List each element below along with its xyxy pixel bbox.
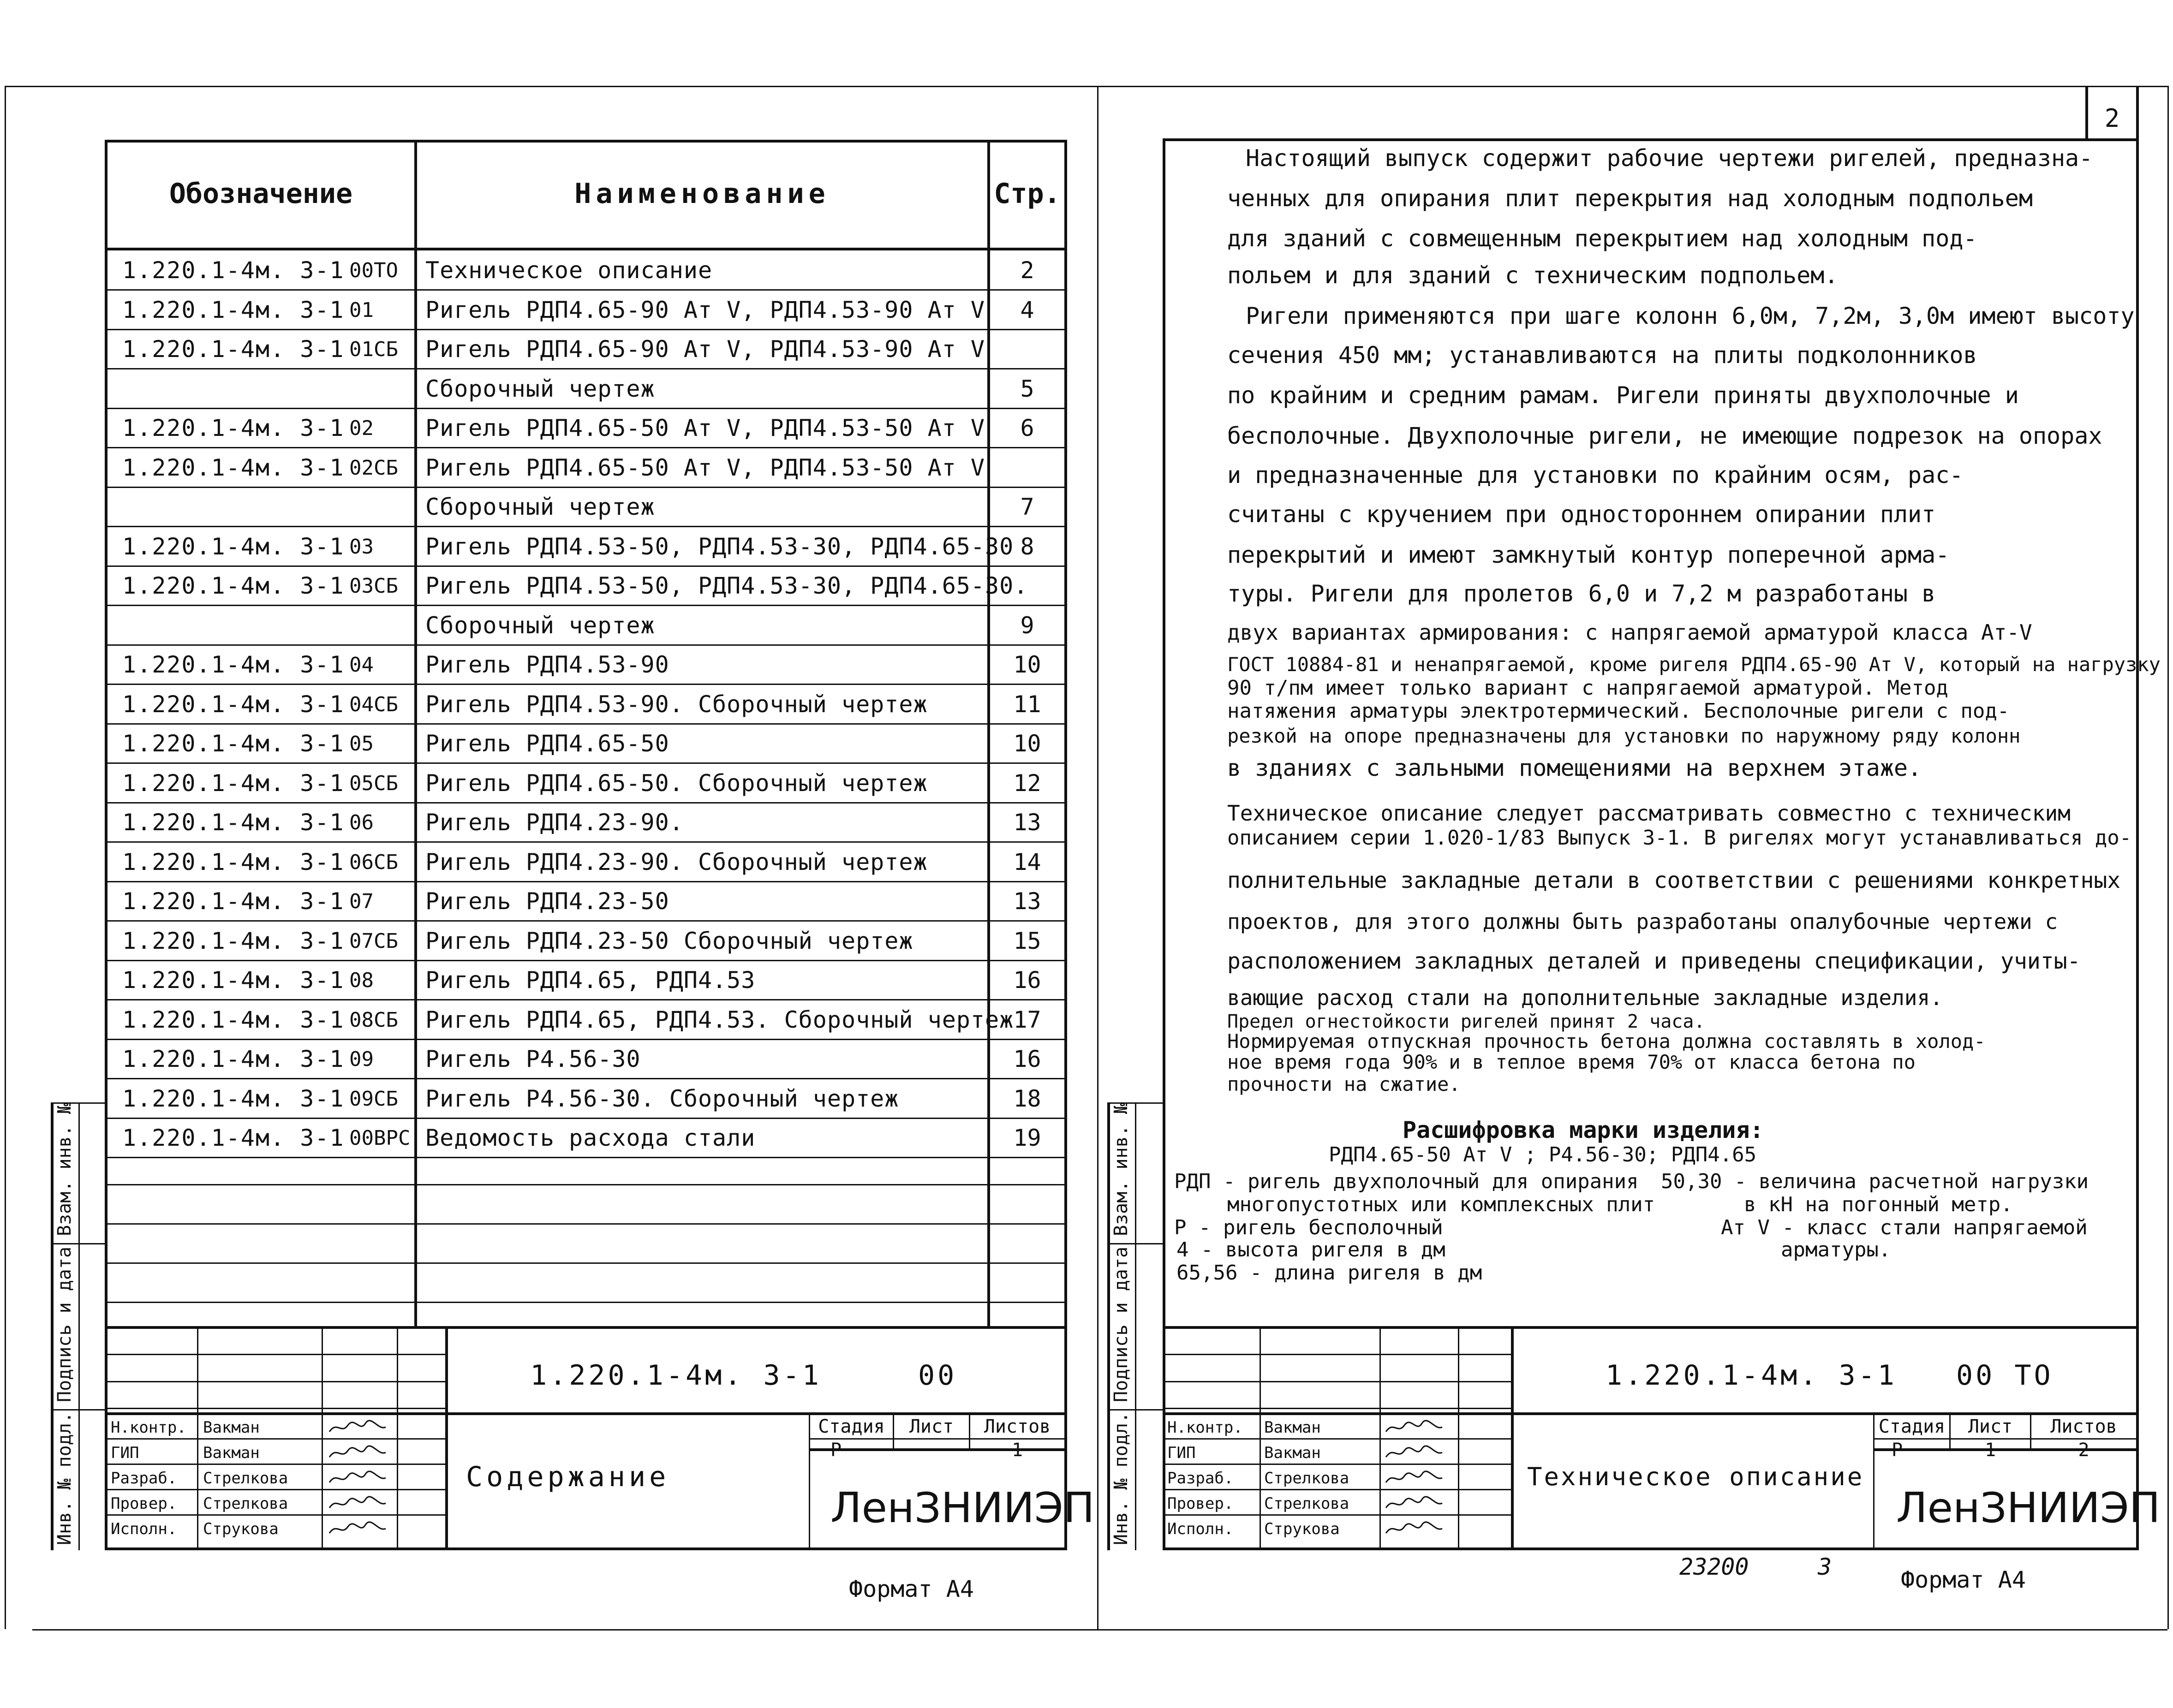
row-suffix: 03СБ (349, 574, 398, 598)
side-vzam: Взам. инв. № (54, 1103, 75, 1236)
row-name: Ригель РДП4.65-90 Ат V, РДП4.53-90 Ат V (425, 336, 985, 363)
sheet-label: Лист (1968, 1416, 2013, 1437)
row-suffix: 09 (349, 1047, 374, 1071)
row-suffix: 02 (349, 417, 374, 440)
stamp-h (1163, 1438, 1511, 1440)
text-line: Ригели применяются при шаге колонн 6,0м, 7,2м, 3,0м имеют высоту (1246, 303, 2135, 329)
stamp-v4 (445, 1326, 448, 1550)
scan-left-line (5, 86, 6, 1629)
person-name: Стрелкова (1264, 1494, 1349, 1513)
person-role: Исполн. (111, 1520, 177, 1538)
stamp-h (1163, 1514, 1511, 1516)
decode-left-line: 4 - высота ригеля в дм (1176, 1238, 1445, 1262)
archive-number: 23200 (1679, 1553, 1749, 1580)
person-name: Стрелкова (203, 1469, 288, 1488)
row-name: Ригель РДП4.23-50 (425, 888, 669, 915)
row-code: 1.220.1-4м. 3-1 (122, 888, 345, 915)
side-strip-v (1135, 1102, 1136, 1550)
row-code: 1.220.1-4м. 3-1 (122, 849, 345, 875)
signature (1384, 1470, 1444, 1486)
row-code: 1.220.1-4м. 3-1 (122, 297, 345, 323)
text-line: описанием серии 1.020-1/83 Выпуск 3-1. В ригелях могут устанавливаться до- (1227, 826, 2132, 850)
table-row (105, 487, 1067, 527)
table-row (105, 842, 1067, 882)
person-name: Вакман (203, 1444, 260, 1462)
decode-right-line: Ат V - класс стали напрягаемой (1721, 1216, 2088, 1239)
signature (328, 1520, 388, 1537)
person-name: Стрелкова (1264, 1469, 1349, 1488)
stamp-mid-line (105, 1412, 1067, 1415)
stamp-h (1163, 1354, 1511, 1355)
text-line: перекрытий и имеют замкнутый контур поперечной арма- (1227, 542, 1950, 568)
table-row (105, 329, 1067, 369)
row-page: 2 (1020, 257, 1034, 284)
stage-value: Р (830, 1440, 842, 1461)
side-strip-line (1107, 1102, 1110, 1550)
row-name: Ригель РДП4.65-50 Ат V, РДП4.53-50 Ат V (425, 454, 985, 481)
table-row (105, 408, 1067, 448)
empty-row-line (105, 1184, 1067, 1185)
table-row (105, 369, 1067, 409)
decode-left-line: 65,56 - длина ригеля в дм (1176, 1261, 1482, 1285)
person-role: ГИП (111, 1444, 139, 1462)
person-name: Вакман (1264, 1444, 1321, 1462)
row-page: 8 (1020, 533, 1034, 560)
stamp-h (809, 1438, 1067, 1440)
row-name: Ригель РДП4.65-90 Ат V, РДП4.53-90 Ат V (425, 297, 985, 323)
row-name: Ригель Р4.56-30 (425, 1046, 641, 1072)
row-code: 1.220.1-4м. 3-1 (122, 1125, 345, 1151)
row-name: Сборочный чертеж (425, 612, 655, 639)
decode-title: Расшифровка марки изделия: (1403, 1117, 1764, 1143)
row-name: Ригель РДП4.65-50 Ат V, РДП4.53-50 Ат V (425, 415, 985, 441)
side-sign-date: Подпись и дата (1110, 1246, 1132, 1402)
row-page: 16 (1013, 1046, 1041, 1072)
sheet-label: Лист (909, 1416, 954, 1437)
decode-examples: РДП4.65-50 Ат V ; Р4.56-30; РДП4.65 (1329, 1143, 1757, 1166)
text-line: туры. Ригели для пролетов 6,0 и 7,2 м разработаны в (1227, 580, 1936, 607)
stamp-h (105, 1489, 445, 1490)
row-code: 1.220.1-4м. 3-1 (122, 415, 345, 441)
side-strip-h (51, 1243, 105, 1244)
right-frame-top (1163, 138, 2139, 141)
stamp-h (105, 1514, 445, 1516)
person-role: Разраб. (111, 1469, 177, 1488)
person-role: Н.контр. (111, 1418, 186, 1437)
row-suffix: 04СБ (349, 693, 398, 716)
table-row (105, 763, 1067, 803)
right-frame-right (2136, 86, 2139, 1550)
person-role: Разраб. (1167, 1469, 1234, 1488)
decode-left-line: многопустотных или комплексных плит (1227, 1193, 1655, 1216)
row-code: 1.220.1-4м. 3-1 (122, 257, 345, 284)
table-row (105, 645, 1067, 684)
row-suffix: 00ВРС (349, 1126, 411, 1150)
row-name: Ведомость расхода стали (425, 1125, 756, 1151)
stamp-doc: 00 ТО (1956, 1359, 2054, 1392)
row-suffix: 07 (349, 890, 374, 913)
empty-row-line (105, 1262, 1067, 1264)
table-row (105, 566, 1067, 606)
text-line: для зданий с совмещенным перекрытием над холодным под- (1227, 225, 1977, 252)
row-page: 11 (1013, 691, 1041, 718)
text-line: считаны с кручением при одностороннем опирании плит (1227, 501, 1936, 528)
row-page: 14 (1013, 849, 1041, 875)
row-page: 5 (1020, 375, 1034, 402)
row-page: 16 (1013, 967, 1041, 994)
signature (328, 1470, 388, 1486)
stamp-h (105, 1408, 445, 1409)
sheet-value: 1 (1984, 1440, 1996, 1461)
row-code: 1.220.1-4м. 3-1 (122, 651, 345, 678)
person-name: Вакман (203, 1418, 260, 1437)
text-line: сечения 450 мм; устанавливаются на плиты подколонников (1227, 342, 1977, 369)
stamp-h (1163, 1489, 1511, 1490)
person-role: Исполн. (1167, 1520, 1234, 1538)
row-suffix: 01СБ (349, 338, 398, 361)
stamp-doc: 00 (918, 1359, 957, 1392)
stamp-mid-line (1163, 1412, 2139, 1415)
stamp-code: 1.220.1-4м. 3-1 (1606, 1359, 1897, 1392)
side-strip-line (51, 1102, 54, 1550)
row-name: Техническое описание (425, 257, 713, 284)
row-name: Ригель РДП4.23-90. (425, 809, 684, 836)
decode-right-line: арматуры. (1781, 1238, 1891, 1262)
row-name: Ригель РДП4.65-50. Сборочный чертеж (425, 770, 928, 797)
header-designation: Обозначение (169, 178, 353, 210)
table-row (105, 1079, 1067, 1119)
text-line: расположением закладных деталей и приведены спецификации, учиты- (1227, 948, 2081, 974)
row-name: Ригель РДП4.53-50, РДП4.53-30, РДП4.65-30 (425, 533, 1014, 560)
stage-label: Стадия (818, 1416, 885, 1437)
table-row (105, 1118, 1067, 1158)
text-line: Техническое описание следует рассматривать совместно с техническим (1227, 801, 2071, 826)
row-name: Ригель РДП4.65, РДП4.53. Сборочный чертеж (425, 1006, 1014, 1033)
row-page: 15 (1013, 928, 1041, 954)
row-page: 19 (1013, 1125, 1041, 1151)
table-row (105, 960, 1067, 1000)
row-name: Сборочный чертеж (425, 494, 655, 520)
decode-right-line: в кН на погонный метр. (1744, 1193, 2013, 1216)
text-line: прочности на сжатие. (1227, 1073, 1461, 1095)
stamp-h (1163, 1408, 1511, 1409)
person-name: Струкова (203, 1520, 279, 1538)
sheets-value: 2 (2078, 1440, 2089, 1461)
stamp-title: Техническое описание (1527, 1462, 1864, 1491)
sheets-label: Листов (2050, 1416, 2117, 1437)
side-inv: Инв. № подл. (54, 1412, 75, 1545)
table-row (105, 290, 1067, 330)
row-suffix: 01 (349, 298, 374, 322)
scan-bottom-line (32, 1629, 2167, 1631)
stamp-h (105, 1464, 445, 1465)
signature (1384, 1444, 1444, 1461)
table-row (105, 1000, 1067, 1040)
format-label: Формат А4 (1901, 1566, 2026, 1593)
empty-row-line (105, 1302, 1067, 1303)
stamp-top-line (1163, 1326, 2139, 1329)
row-code: 1.220.1-4м. 3-1 (122, 928, 345, 954)
row-name: Ригель РДП4.23-50 Сборочный чертеж (425, 928, 913, 954)
table-row (105, 921, 1067, 961)
row-code: 1.220.1-4м. 3-1 (122, 691, 345, 718)
person-role: ГИП (1167, 1444, 1196, 1462)
stamp-top-line (105, 1326, 1067, 1329)
scan-right-line (2167, 86, 2169, 1629)
row-suffix: 08СБ (349, 1008, 398, 1032)
row-name: Сборочный чертеж (425, 375, 655, 402)
row-name: Ригель РДП4.53-90. Сборочный чертеж (425, 691, 928, 718)
stamp-h (105, 1381, 445, 1382)
row-suffix: 02СБ (349, 456, 398, 480)
table-row (105, 448, 1067, 488)
archive-page: 3 (1818, 1553, 1832, 1580)
side-strip-v (78, 1102, 80, 1550)
row-suffix: 07СБ (349, 929, 398, 953)
row-page: 17 (1013, 1006, 1041, 1033)
row-page: 6 (1020, 415, 1034, 441)
person-role: Провер. (111, 1494, 177, 1513)
side-sign-date: Подпись и дата (54, 1246, 75, 1402)
text-line: ченных для опирания плит перекрытия над холодным подпольем (1227, 185, 2033, 212)
row-code: 1.220.1-4м. 3-1 (122, 572, 345, 599)
stamp-v4 (1511, 1326, 1514, 1550)
side-vzam: Взам. инв. № (1110, 1103, 1132, 1236)
text-line: резкой на опоре предназначены для установки по наружному ряду колонн (1227, 725, 2021, 747)
signature (328, 1444, 388, 1461)
scan-middle-line (1097, 86, 1098, 1629)
stage-value: Р (1892, 1440, 1903, 1461)
right-frame-left (1163, 138, 1165, 1550)
row-suffix: 06СБ (349, 851, 398, 874)
row-page: 4 (1020, 297, 1034, 323)
row-suffix: 05СБ (349, 772, 398, 795)
row-suffix: 09СБ (349, 1087, 398, 1111)
signature (328, 1419, 388, 1435)
table-row (105, 1039, 1067, 1079)
table-row (105, 684, 1067, 724)
row-code: 1.220.1-4м. 3-1 (122, 1085, 345, 1112)
row-suffix: 04 (349, 653, 374, 677)
row-suffix: 03 (349, 535, 374, 559)
sheets-label: Листов (984, 1416, 1051, 1437)
row-code: 1.220.1-4м. 3-1 (122, 967, 345, 994)
stamp-h (105, 1354, 445, 1355)
row-page: 10 (1013, 651, 1041, 678)
person-name: Вакман (1264, 1418, 1321, 1437)
table-row (105, 527, 1067, 566)
row-name: Ригель РДП4.53-90 (425, 651, 669, 678)
row-code: 1.220.1-4м. 3-1 (122, 336, 345, 363)
row-code: 1.220.1-4м. 3-1 (122, 770, 345, 797)
row-code: 1.220.1-4м. 3-1 (122, 533, 345, 560)
text-line: и предназначенные для установки по крайним осям, рас- (1227, 462, 1964, 488)
table-row (105, 881, 1067, 921)
text-line: натяжения арматуры электротермический. Бесполочные ригели с под- (1227, 699, 2010, 723)
side-inv: Инв. № подл. (1110, 1412, 1132, 1545)
table-row (105, 606, 1067, 645)
empty-row-line (105, 1223, 1067, 1225)
stage-label: Стадия (1878, 1416, 1946, 1437)
row-suffix: 05 (349, 732, 374, 756)
sheet-number: 2 (2104, 104, 2120, 133)
stamp-h (1873, 1438, 2139, 1440)
row-page: 9 (1020, 612, 1034, 639)
header-name: Наименование (574, 178, 830, 210)
stamp-h (105, 1438, 445, 1440)
row-page: 18 (1013, 1085, 1041, 1112)
scan-top-line (5, 86, 2168, 87)
row-code: 1.220.1-4м. 3-1 (122, 809, 345, 836)
person-name: Струкова (1264, 1520, 1340, 1538)
header-page: Стр. (994, 178, 1061, 210)
text-line: ГОСТ 10884-81 и ненапрягаемой, кроме ригеля РДП4.65-90 Ат V, который на нагрузку (1227, 653, 2161, 676)
row-suffix: 08 (349, 969, 374, 992)
row-page: 7 (1020, 494, 1034, 520)
org-logo: ЛенЗНИИЭП (1896, 1484, 2161, 1532)
decode-right-line: 50,30 - величина расчетной нагрузки (1661, 1170, 2089, 1193)
row-page: 13 (1013, 809, 1041, 836)
stamp-h (1163, 1381, 1511, 1382)
text-line: бесполочные. Двухполочные ригели, не имеющие подрезок на опорах (1227, 423, 2102, 449)
row-page: 10 (1013, 730, 1041, 757)
row-code: 1.220.1-4м. 3-1 (122, 1046, 345, 1072)
text-line: Нормируемая отпускная прочность бетона должна составлять в холод- (1227, 1030, 1986, 1053)
row-name: Ригель Р4.56-30. Сборочный чертеж (425, 1085, 899, 1112)
signature (1384, 1520, 1444, 1537)
row-code: 1.220.1-4м. 3-1 (122, 1006, 345, 1033)
row-name: Ригель РДП4.65-50 (425, 730, 669, 757)
text-line: двух вариантах армирования: с напрягаемой арматурой класса Ат-V (1227, 620, 2032, 645)
row-line (105, 1157, 1067, 1158)
person-role: Н.контр. (1167, 1418, 1243, 1437)
decode-left-line: РДП - ригель двухполочный для опирания (1174, 1170, 1639, 1193)
row-code: 1.220.1-4м. 3-1 (122, 454, 345, 481)
text-line: полнительные закладные детали в соответствии с решениями конкретных (1227, 868, 2121, 893)
row-page: 13 (1013, 888, 1041, 915)
left-frame-bottom (105, 1547, 1067, 1550)
table-row (105, 724, 1067, 763)
row-suffix: 00ТО (349, 259, 398, 282)
text-line: Предел огнестойкости ригелей принят 2 часа. (1227, 1011, 1705, 1032)
row-code: 1.220.1-4м. 3-1 (122, 730, 345, 757)
stamp-title: Содержание (466, 1461, 670, 1493)
row-page: 12 (1013, 770, 1041, 797)
text-line: проектов, для этого должны быть разработаны опалубочные чертежи с (1227, 909, 2058, 934)
text-line: в зданиях с зальными помещениями на верхнем этаже. (1227, 755, 1922, 781)
decode-left-line: Р - ригель бесполочный (1174, 1216, 1443, 1239)
row-suffix: 06 (349, 811, 374, 834)
row-name: Ригель РДП4.53-50, РДП4.53-30, РДП4.65-30. (425, 572, 1028, 599)
person-name: Стрелкова (203, 1494, 288, 1513)
person-role: Провер. (1167, 1494, 1234, 1513)
text-line: ное время года 90% и в теплое время 70% от класса бетона по (1227, 1051, 1916, 1073)
sheets-value: 1 (1011, 1440, 1023, 1461)
stamp-code: 1.220.1-4м. 3-1 (530, 1359, 822, 1392)
left-frame-top (105, 140, 1067, 143)
table-row (105, 250, 1067, 290)
side-strip-h (51, 1409, 105, 1410)
stamp-h (1163, 1464, 1511, 1465)
org-logo: ЛенЗНИИЭП (830, 1484, 1095, 1532)
table-row (105, 803, 1067, 842)
format-label: Формат А4 (849, 1576, 974, 1602)
text-line: вающие расход стали на дополнительные закладные изделия. (1227, 985, 1943, 1010)
text-line: Настоящий выпуск содержит рабочие чертежи ригелей, предназна- (1246, 145, 2093, 172)
right-frame-bottom (1163, 1547, 2139, 1550)
signature (1384, 1419, 1444, 1435)
signature (1384, 1495, 1444, 1512)
text-line: 90 т/пм имеет только вариант с напрягаемой арматурой. Метод (1227, 676, 1948, 700)
row-name: Ригель РДП4.23-90. Сборочный чертеж (425, 849, 928, 875)
text-line: польем и для зданий с техническим подпольем. (1227, 262, 1839, 289)
text-line: по крайним и средним рамам. Ригели приняты двухполочные и (1227, 382, 2019, 409)
signature (328, 1495, 388, 1512)
row-name: Ригель РДП4.65, РДП4.53 (425, 967, 756, 994)
